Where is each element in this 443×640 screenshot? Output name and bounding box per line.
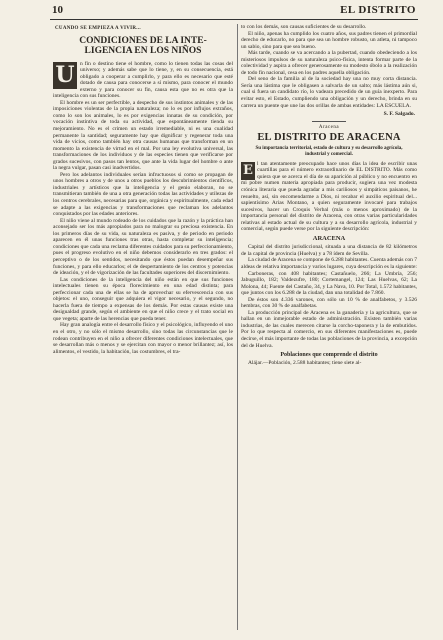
article-kicker: CUANDO SE EMPIEZA A VIVIR... <box>55 26 141 31</box>
article-paragraph: Alájar.—Población, 2.588 habitantes; tiene siete al- <box>248 359 362 366</box>
headline-line-1: CONDICIONES DE LA INTE- <box>79 35 207 46</box>
right-column <box>241 24 417 366</box>
article-paragraph: La producción principal de Aracena es la ganadería y la agricultura, que se hallan en un inmejorable estado de administración. Existen también varias industrias, de las cuales merecen citarse la corcho-taponera y la de embutidos. Por lo que respecta al comercio, en sus diferentes manifestaciones es, puede decirse, el más importante de todas las poblaciones de la provincia, a excepción del de Huelva. <box>241 309 417 349</box>
decorative-dropcap: U <box>53 62 77 89</box>
newspaper-title: EL DISTRITO <box>340 4 416 16</box>
article-paragraph: De éstos son 4.336 varones, con sólo un 10 % de analfabetos, y 3.526 hembras, con 30 % de analfabetas. <box>241 296 417 310</box>
subsection-heading: Poblaciones que comprende el distrito <box>280 352 378 359</box>
district-subheadline: Su importancia territorial, estado de cultura y su desarrollo agrícola, industrial y comercial. <box>255 146 403 157</box>
district-headline: EL DISTRITO DE ARACENA <box>257 132 401 144</box>
decorative-dropcap: E <box>241 162 255 180</box>
author-signature: S. F. Salgado. <box>383 111 415 118</box>
article-paragraph: Pero los adelantos individuales serían infructuosos si como se propagan de unos hombres a otros y de unos a otros pueblos los descubrimientos científicos, industriales y artísticos que la inteligencia y el genio elaboran, no se transmitieran también de una a otra generación todas las actividades y utilezas de los centros cerebrales, necesarias para que, orgánica y espiritualmente, cada edad se adapte a las exigencias y transformaciones que reclaman los adelantos conquistados por las edades anteriores. <box>53 171 233 218</box>
page-number: 10 <box>52 4 63 16</box>
article-paragraph: Carboneras, con 408 habitantes; Castañuelo, 266; La Umbría, 256; Jabuguillo, 182; Valdezufre, 180; Cortemangel, 124; Las Huelvas, 62; La Molona, 44; Fuente del Castaño, 34, y La Nava, 10. Por Total, 1.572 habitantes, que juntos con los 6.288 de la ciudad, dan una totalidad de 7.860. <box>241 270 417 297</box>
subsection-heading: ARACENA <box>312 234 346 242</box>
article-paragraph: Del seno de la familia al de la sociedad hay una no muy corta distancia. Sería una lástima que le obligasen a salvarla de un salto; más lástima aún si, cual si fuera un candidato río, lo vadeara precedido de un guía inexperto. Para evitar esto, el Estado, cumpliendo una obligación y un derecho, brinda en su carrera un puente que une las dos orillas de ambas entidades: LA ESCUELA. <box>241 76 417 109</box>
left-column <box>53 24 233 355</box>
section-divider <box>312 121 346 122</box>
column-divider <box>237 24 238 630</box>
article-paragraph: n fin o destino tiene el hombre, como lo tienen todas las cosas del universo; y además sabe que lo tiene, y, en su consecuencia, está obligado a cooperar a cumplirlo, y para ello es necesario que esté dotado de causa para conocerse a sí mismo, para conocer el mundo externo y para conocer su fin, causa esta que no es otra que la inteligencia con sus funciones. <box>53 60 233 100</box>
article-paragraph: l tan atentamente preocupado hace unos días la idea de escribir unas cuartillas para el número extraordinario de EL DISTRITO. Más como quiera que se acerca el día de su aparición al público y no encuentro en mi pobre numen materia apropiada para producir, sugiera una vez modesta crónica literaria que pueda agradar a mis cariñosos y simpáticos paisanos, he resuelto, así, sin encomendarme a Dios, ni recabar el auxilio espiritual del... sapientísimo Arias Montano, a quien seguramente invocaré para trabajos sucesivos, hacer un Croquis Verbal (más o menos aproximado) de la importancia personal del distrito de Aracena, con otras varias particularidades relativas al estado actual de su cultura y a su desarrollo agrícola, industrial y comercial, según puede verse por la siguiente descripción: <box>241 160 417 233</box>
article-paragraph: La ciudad de Aracena se compone de 6.288 habitantes. Cuenta además con 7 aldeas de relativa importancia y varios lugares, cuya descripción es la siguiente: <box>241 257 417 270</box>
section-label: Aracena <box>318 124 340 130</box>
article-paragraph: El hombre es un ser perfectible, a despecho de sus instintos animales y de las imposiciones violentas de la propia naturaleza; no lo es por influjos extraños, como lo son los animales, lo es por exigencias innatas de su condición, por vocación instintiva de toda su actividad, que espontáneamente tienda su mejoramiento. No es el crimen un estado irremediable, ni es una cualidad permanente la santidad; seguramente hay que dignificar y regenerar toda una vida de vicios, como también hay otra causas humanas que transforman en un momento la existencia de virtud en el mal. Por una ley evolutiva universal, las transformaciones de los individuos y de las especies tienen que verificarse por grados sucesivos, con pasos tan lentos, que ante la vida lugar del hombre o ante la negra vulgar, pasan casi inadvertidos. <box>53 99 233 172</box>
headline-line-2: LIGENCIA EN LOS NIÑOS <box>84 46 202 57</box>
article-paragraph: El niño, apenas ha cumplido los cuatro años, sus padres tienen el primordial derecho de educarlo, no para que sea un hombre robusto, un atleta, ni tampoco un sabio, sino para que sea bueno. <box>241 30 417 50</box>
header-rule <box>50 19 418 20</box>
article-paragraph: to con los demás, son causas suficientes de su desarrollo. <box>241 24 367 30</box>
article-paragraph: Más tarde, cuando se va acercando a la pubertad, cuando obedeciendo a los misteriosos impulsos de su naturaleza psico-física, intenta formar parte de la colectividad y aspira a ofrecer generosamente su modesto óbolo a la realización de todo fin nacional, cesa en los padres aquella obligación. <box>241 50 417 76</box>
article-paragraph: Capital del distrito jurisdiccional, situada a una distancia de 82 kilómetros de la capital de provincia (Huelva) y a 78 ídem de Sevilla. <box>241 244 417 257</box>
page-header <box>50 3 418 17</box>
article-paragraph: Hay gran analogía entre el desarrollo físico y el psicológico, influyendo el uno en el otro, y no sólo el mismo desarrollo, sino todas las circunstancias que le rodean contribuyen en el niño a ofrecer diferentes condiciones intelectuales, que se desarrollan más o menos y se ejercitan con mayor o menor brillantez; así, los alimentos, el vestido, la habitación, las costumbres, el tra- <box>53 322 233 355</box>
article-paragraph: El niño viene al mundo rodeado de los cuidados que la razón y la práctica han aconsejado ser los más apropiados para no malograr su preciosa existencia. En los primeros días de su vida, su naturaleza es pasiva, y de periodo en periodo aparecen en él unas funciones tras otras, hasta completar su inteligencia; condiciones que cada una reclama diferentes cuidados para su perfeccionamiento, pues el progreso evolutivo en el niño debemos considerarlo en tres grados: el perceptivo o de los sentidos, necesitando que éstos puedan desempeñar sus funciones, y para ello educarlos; el de despertamiento de los centros y potencias de ideación, y el de vigorización de las facultades superiores del discernimiento. <box>53 217 233 277</box>
article-headline <box>53 36 233 57</box>
article-paragraph: Las condiciones de la inteligencia del niño están en que sus funciones intelectuales tienen su época florecimiento en una edad distinta; para perfeccionar cada una de ellas se ha de aprovechar su efervescencia con sus objetos: el uno, conseguir que adquiera el vigor necesario, y el segundo, no hacerla fuera de tiempo a expensas de los demás. Por estas causas existe una desigualdad grande, según el ambiente en que el niño crece y el trato social en que vegeta; aparte de las herencias que pueda tener. <box>53 276 233 322</box>
